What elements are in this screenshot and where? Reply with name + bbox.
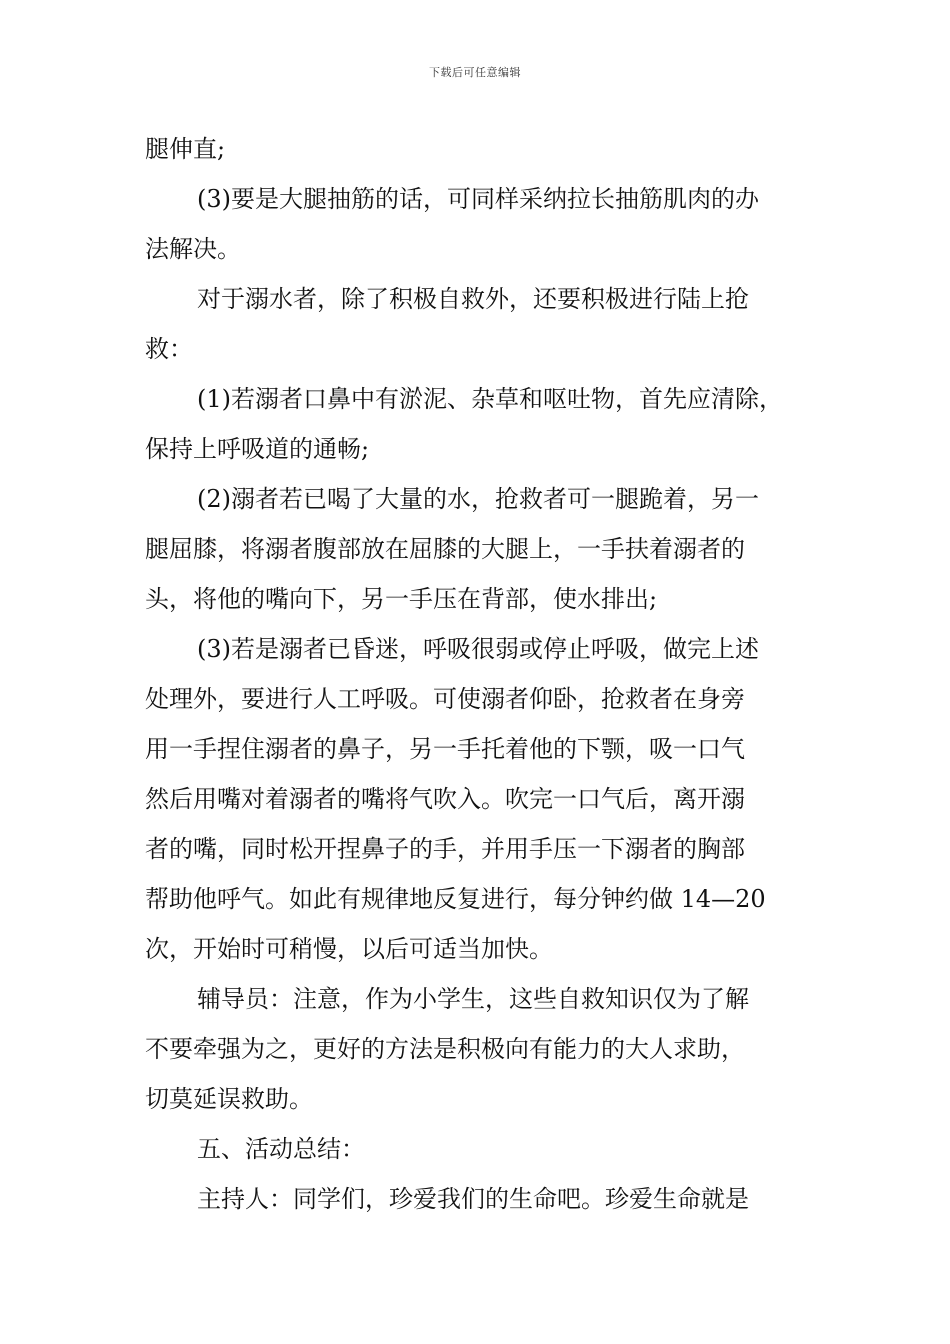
text-line: 主持人：同学们，珍爱我们的生命吧。珍爱生命就是 xyxy=(197,1185,749,1213)
text-line: 腿伸直; xyxy=(145,135,226,163)
text-line: 辅导员：注意，作为小学生，这些自救知识仅为了解 xyxy=(197,985,749,1013)
text-line: 头，将他的嘴向下，另一手压在背部，使水排出; xyxy=(145,585,658,613)
text-line: 不要牵强为之，更好的方法是积极向有能力的大人求助， xyxy=(145,1035,745,1063)
text-line: 用一手捏住溺者的鼻子，另一手托着他的下颚，吸一口气 xyxy=(145,735,745,763)
text-line: 帮助他呼气。如此有规律地反复进行，每分钟约做 14—20 xyxy=(145,885,766,913)
text-line: 然后用嘴对着溺者的嘴将气吹入。吹完一口气后，离开溺 xyxy=(145,785,745,813)
text-line: 对于溺水者，除了积极自救外，还要积极进行陆上抢 xyxy=(197,285,749,313)
text-line: 保持上呼吸道的通畅; xyxy=(145,435,370,463)
text-line: (2)溺者若已喝了大量的水，抢救者可一腿跪着，另一 xyxy=(197,485,759,513)
text-line: (3)若是溺者已昏迷，呼吸很弱或停止呼吸，做完上述 xyxy=(197,635,759,663)
text-line: 法解决。 xyxy=(145,235,241,263)
text-line: 腿屈膝，将溺者腹部放在屈膝的大腿上，一手扶着溺者的 xyxy=(145,535,745,563)
text-line: 者的嘴，同时松开捏鼻子的手，并用手压一下溺者的胸部 xyxy=(145,835,745,863)
document-body xyxy=(145,124,823,1224)
text-line: 五、活动总结： xyxy=(197,1135,365,1163)
text-line: 救： xyxy=(145,335,193,363)
text-line: 切莫延误救助。 xyxy=(145,1085,313,1113)
page-header: 下载后可任意编辑 xyxy=(429,66,521,79)
text-line: (1)若溺者口鼻中有淤泥、杂草和呕吐物，首先应清除， xyxy=(197,385,783,413)
text-line: 处理外，要进行人工呼吸。可使溺者仰卧，抢救者在身旁 xyxy=(145,685,745,713)
text-line: 次，开始时可稍慢，以后可适当加快。 xyxy=(145,935,553,963)
text-line: (3)要是大腿抽筋的话，可同样采纳拉长抽筋肌肉的办 xyxy=(197,185,759,213)
